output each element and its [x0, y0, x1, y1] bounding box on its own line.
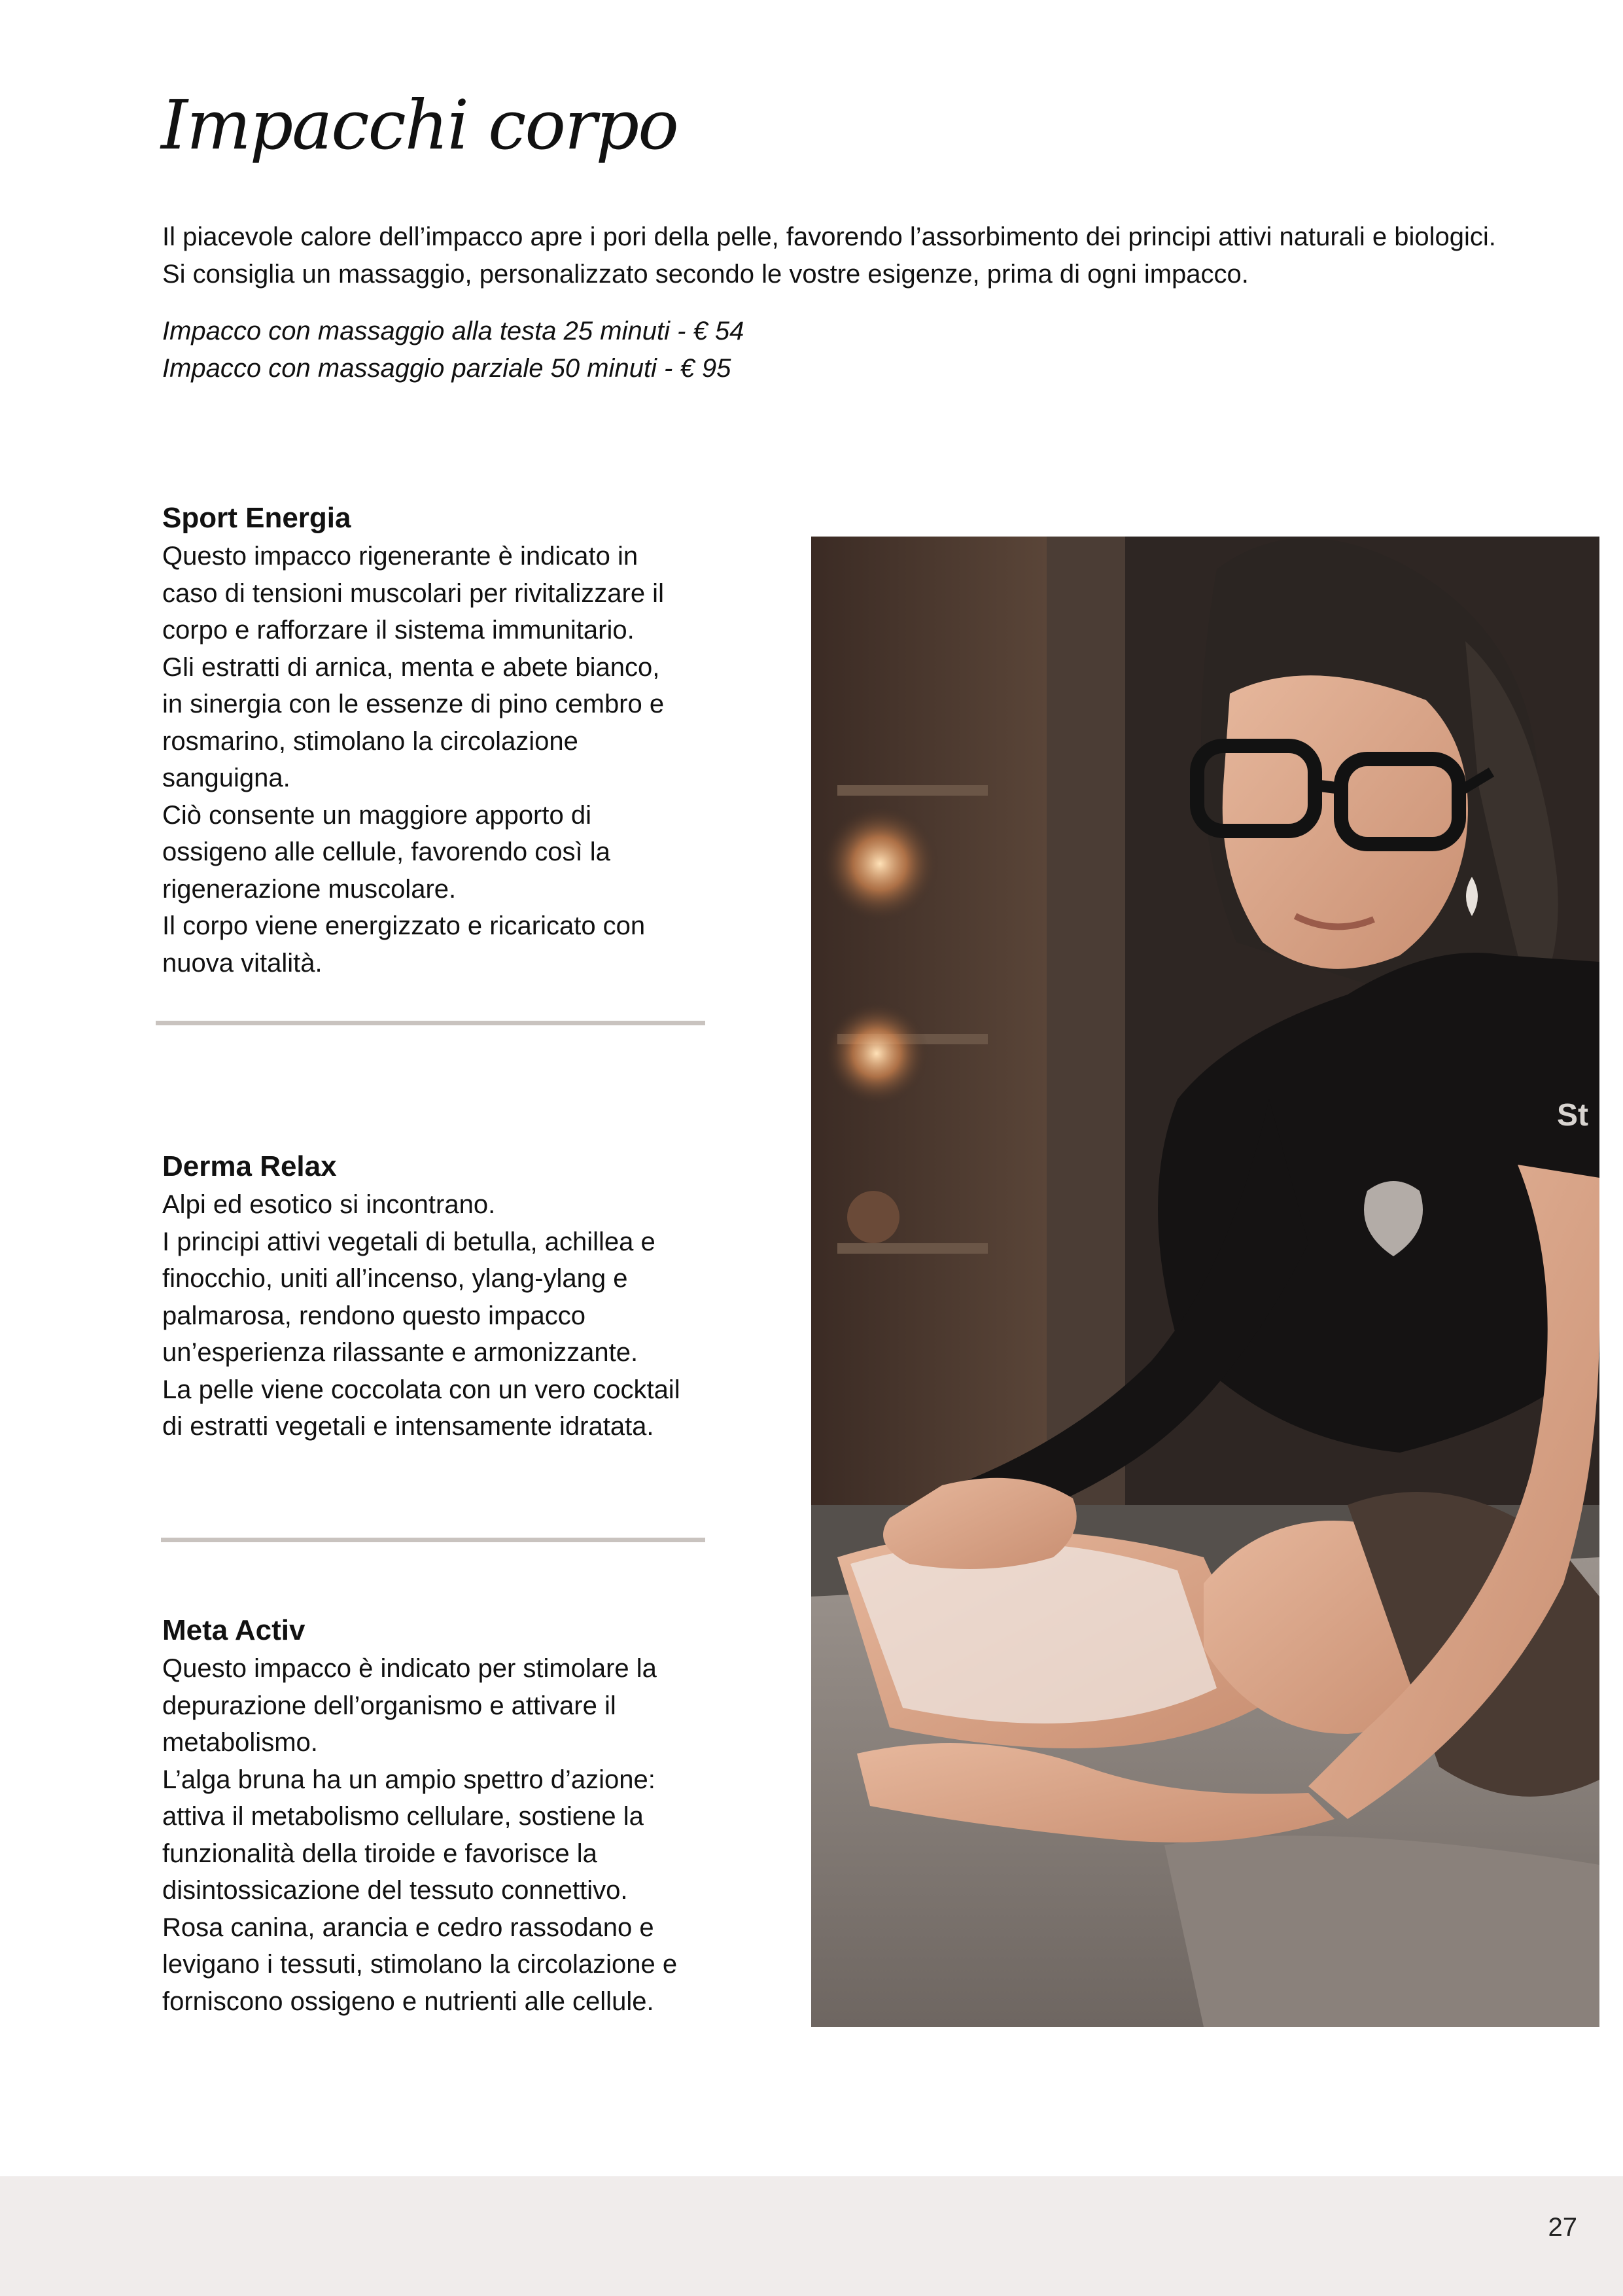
- section-heading: Sport Energia: [162, 502, 351, 534]
- section-line: in sinergia con le essenze di pino cembro e: [162, 690, 665, 718]
- section-line: depurazione dell’organismo e attivare il: [162, 1691, 616, 1720]
- section-divider: [161, 1538, 705, 1542]
- section-line: di estratti vegetali e intensamente idratata.: [162, 1412, 654, 1441]
- section-line: L’alga bruna ha un ampio spettro d’azione:: [162, 1765, 655, 1794]
- section-line: Ciò consente un maggiore apporto di: [162, 800, 591, 830]
- section-heading: Derma Relax: [162, 1150, 337, 1182]
- section-line: rigenerazione muscolare.: [162, 874, 457, 904]
- price-list: [162, 313, 744, 387]
- section-line: levigano i tessuti, stimolano la circolazione e: [162, 1950, 678, 1979]
- section-heading: Meta Activ: [162, 1614, 305, 1646]
- page-title: Impacchi corpo: [161, 85, 678, 165]
- section-meta-activ: [162, 1611, 725, 2020]
- section-line: finocchio, uniti all’incenso, ylang-ylang e: [162, 1264, 628, 1293]
- photo-illustration: [811, 537, 1599, 2027]
- section-line: ossigeno alle cellule, favorendo così la: [162, 838, 610, 866]
- section-sport-energia: [162, 499, 725, 981]
- section-line: metabolismo.: [162, 1728, 318, 1757]
- price-item: Impacco con massaggio parziale 50 minuti - € 95: [162, 354, 731, 383]
- page-number: 27: [1548, 2213, 1577, 2242]
- section-line: un’esperienza rilassante e armonizzante.: [162, 1338, 638, 1367]
- footer-band: [0, 2176, 1623, 2296]
- section-line: corpo e rafforzare il sistema immunitario.: [162, 616, 635, 645]
- section-line: palmarosa, rendono questo impacco: [162, 1301, 586, 1330]
- section-line: Questo impacco è indicato per stimolare la: [162, 1654, 657, 1683]
- section-line: I principi attivi vegetali di betulla, achillea e: [162, 1227, 655, 1256]
- section-line: sanguigna.: [162, 764, 290, 792]
- intro-text: [162, 219, 1569, 293]
- spa-treatment-photo: [811, 537, 1599, 2027]
- svg-text:St: St: [1557, 1098, 1588, 1133]
- section-line: Questo impacco rigenerante è indicato in: [162, 542, 638, 571]
- section-derma-relax: [162, 1147, 725, 1445]
- section-line: La pelle viene coccolata con un vero cocktail: [162, 1375, 680, 1404]
- price-item: Impacco con massaggio alla testa 25 minuti - € 54: [162, 317, 744, 345]
- section-line: nuova vitalità.: [162, 948, 323, 978]
- section-line: attiva il metabolismo cellulare, sostiene la: [162, 1802, 644, 1831]
- intro-line: Si consiglia un massaggio, personalizzato secondo le vostre esigenze, prima di ogni impacco.: [162, 260, 1249, 289]
- section-line: disintossicazione del tessuto connettivo.: [162, 1876, 628, 1905]
- section-line: Il corpo viene energizzato e ricaricato con: [162, 911, 646, 940]
- section-line: caso di tensioni muscolari per rivitalizzare il: [162, 578, 664, 608]
- section-divider: [156, 1021, 705, 1025]
- section-line: funzionalità della tiroide e favorisce la: [162, 1839, 597, 1868]
- section-line: forniscono ossigeno e nutrienti alle cellule.: [162, 1987, 654, 2016]
- section-line: Rosa canina, arancia e cedro rassodano e: [162, 1913, 654, 1942]
- section-line: Alpi ed esotico si incontrano.: [162, 1190, 496, 1219]
- section-line: Gli estratti di arnica, menta e abete bianco,: [162, 652, 660, 682]
- intro-line: Il piacevole calore dell’impacco apre i pori della pelle, favorendo l’assorbimento dei principi attivi naturali e biologici.: [162, 222, 1496, 251]
- section-line: rosmarino, stimolano la circolazione: [162, 726, 578, 756]
